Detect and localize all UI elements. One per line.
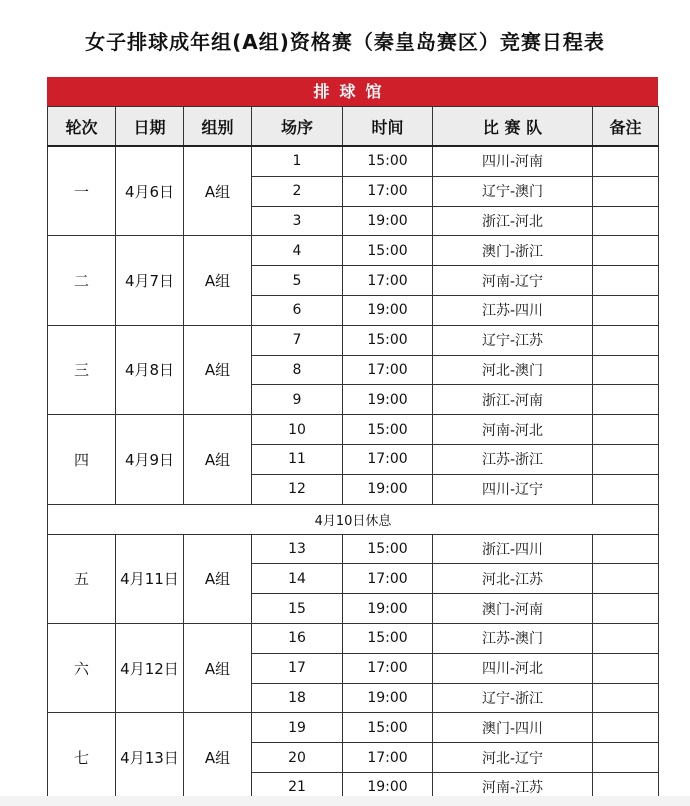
round-cell: 二 bbox=[48, 236, 116, 325]
rest-day-label: 4月10日休息 bbox=[48, 504, 659, 534]
teams-cell: 澳门-河南 bbox=[433, 594, 593, 624]
header-round: 轮次 bbox=[48, 107, 116, 147]
time-cell: 17:00 bbox=[343, 743, 433, 773]
time-cell: 19:00 bbox=[343, 295, 433, 325]
time-cell: 15:00 bbox=[343, 325, 433, 355]
match-no-cell: 6 bbox=[252, 295, 343, 325]
time-cell: 17:00 bbox=[343, 266, 433, 296]
note-cell bbox=[593, 355, 659, 385]
note-cell bbox=[593, 564, 659, 594]
group-cell: A组 bbox=[184, 415, 252, 504]
time-cell: 17:00 bbox=[343, 355, 433, 385]
note-cell bbox=[593, 176, 659, 206]
round-cell: 六 bbox=[48, 623, 116, 712]
time-cell: 19:00 bbox=[343, 772, 433, 802]
time-cell: 19:00 bbox=[343, 206, 433, 236]
teams-cell: 江苏-浙江 bbox=[433, 444, 593, 474]
match-no-cell: 9 bbox=[252, 385, 343, 415]
teams-cell: 浙江-河南 bbox=[433, 385, 593, 415]
round-cell: 四 bbox=[48, 415, 116, 504]
group-cell: A组 bbox=[184, 623, 252, 712]
note-cell bbox=[593, 236, 659, 266]
teams-cell: 辽宁-浙江 bbox=[433, 683, 593, 713]
rest-day-row bbox=[48, 504, 659, 534]
date-cell: 4月11日 bbox=[116, 534, 184, 623]
match-no-cell: 7 bbox=[252, 325, 343, 355]
teams-cell: 河北-江苏 bbox=[433, 564, 593, 594]
header-note: 备注 bbox=[593, 107, 659, 147]
note-cell bbox=[593, 653, 659, 683]
note-cell bbox=[593, 385, 659, 415]
date-cell: 4月9日 bbox=[116, 415, 184, 504]
match-no-cell: 21 bbox=[252, 772, 343, 802]
time-cell: 17:00 bbox=[343, 176, 433, 206]
time-cell: 15:00 bbox=[343, 623, 433, 653]
header-match-no: 场序 bbox=[252, 107, 343, 147]
time-cell: 15:00 bbox=[343, 236, 433, 266]
teams-cell: 浙江-四川 bbox=[433, 534, 593, 564]
note-cell bbox=[593, 474, 659, 504]
page-title: 女子排球成年组(A组)资格赛（秦皇岛赛区）竞赛日程表 bbox=[85, 30, 605, 54]
date-cell: 4月12日 bbox=[116, 623, 184, 712]
match-no-cell: 1 bbox=[252, 146, 343, 176]
time-cell: 17:00 bbox=[343, 444, 433, 474]
header-group: 组别 bbox=[184, 107, 252, 147]
date-cell: 4月7日 bbox=[116, 236, 184, 325]
time-cell: 19:00 bbox=[343, 474, 433, 504]
note-cell bbox=[593, 623, 659, 653]
match-row bbox=[48, 146, 659, 176]
group-cell: A组 bbox=[184, 236, 252, 325]
schedule-table bbox=[47, 106, 659, 803]
note-cell bbox=[593, 743, 659, 773]
note-cell bbox=[593, 266, 659, 296]
header-row bbox=[48, 107, 659, 147]
match-no-cell: 2 bbox=[252, 176, 343, 206]
round-cell: 一 bbox=[48, 146, 116, 236]
match-no-cell: 15 bbox=[252, 594, 343, 624]
match-no-cell: 11 bbox=[252, 444, 343, 474]
round-cell: 七 bbox=[48, 713, 116, 802]
note-cell bbox=[593, 683, 659, 713]
teams-cell: 江苏-四川 bbox=[433, 295, 593, 325]
time-cell: 19:00 bbox=[343, 594, 433, 624]
teams-cell: 河北-辽宁 bbox=[433, 743, 593, 773]
match-no-cell: 3 bbox=[252, 206, 343, 236]
time-cell: 19:00 bbox=[343, 385, 433, 415]
note-cell bbox=[593, 146, 659, 176]
teams-cell: 河北-澳门 bbox=[433, 355, 593, 385]
teams-cell: 河南-辽宁 bbox=[433, 266, 593, 296]
date-cell: 4月6日 bbox=[116, 146, 184, 236]
note-cell bbox=[593, 415, 659, 445]
match-no-cell: 16 bbox=[252, 623, 343, 653]
match-no-cell: 14 bbox=[252, 564, 343, 594]
match-row bbox=[48, 415, 659, 445]
header-time: 时间 bbox=[343, 107, 433, 147]
teams-cell: 辽宁-澳门 bbox=[433, 176, 593, 206]
group-cell: A组 bbox=[184, 713, 252, 802]
match-row bbox=[48, 623, 659, 653]
teams-cell: 辽宁-江苏 bbox=[433, 325, 593, 355]
match-no-cell: 20 bbox=[252, 743, 343, 773]
header-teams: 比 赛 队 bbox=[433, 107, 593, 147]
match-no-cell: 8 bbox=[252, 355, 343, 385]
date-cell: 4月8日 bbox=[116, 325, 184, 414]
teams-cell: 浙江-河北 bbox=[433, 206, 593, 236]
match-row bbox=[48, 325, 659, 355]
round-cell: 三 bbox=[48, 325, 116, 414]
time-cell: 15:00 bbox=[343, 146, 433, 176]
note-cell bbox=[593, 444, 659, 474]
match-no-cell: 4 bbox=[252, 236, 343, 266]
teams-cell: 江苏-澳门 bbox=[433, 623, 593, 653]
match-no-cell: 19 bbox=[252, 713, 343, 743]
group-cell: A组 bbox=[184, 325, 252, 414]
match-row bbox=[48, 236, 659, 266]
match-no-cell: 18 bbox=[252, 683, 343, 713]
note-cell bbox=[593, 713, 659, 743]
note-cell bbox=[593, 206, 659, 236]
match-no-cell: 10 bbox=[252, 415, 343, 445]
teams-cell: 澳门-四川 bbox=[433, 713, 593, 743]
time-cell: 19:00 bbox=[343, 683, 433, 713]
teams-cell: 四川-辽宁 bbox=[433, 474, 593, 504]
teams-cell: 河南-河北 bbox=[433, 415, 593, 445]
time-cell: 15:00 bbox=[343, 534, 433, 564]
note-cell bbox=[593, 295, 659, 325]
header-date: 日期 bbox=[116, 107, 184, 147]
group-cell: A组 bbox=[184, 146, 252, 236]
round-cell: 五 bbox=[48, 534, 116, 623]
bottom-edge bbox=[0, 796, 690, 806]
time-cell: 17:00 bbox=[343, 653, 433, 683]
date-cell: 4月13日 bbox=[116, 713, 184, 802]
match-no-cell: 12 bbox=[252, 474, 343, 504]
time-cell: 15:00 bbox=[343, 415, 433, 445]
time-cell: 17:00 bbox=[343, 564, 433, 594]
time-cell: 15:00 bbox=[343, 713, 433, 743]
match-no-cell: 5 bbox=[252, 266, 343, 296]
group-cell: A组 bbox=[184, 534, 252, 623]
teams-cell: 四川-河南 bbox=[433, 146, 593, 176]
note-cell bbox=[593, 534, 659, 564]
match-row bbox=[48, 534, 659, 564]
teams-cell: 河南-江苏 bbox=[433, 772, 593, 802]
schedule-body bbox=[48, 146, 659, 802]
match-no-cell: 17 bbox=[252, 653, 343, 683]
teams-cell: 四川-河北 bbox=[433, 653, 593, 683]
teams-cell: 澳门-浙江 bbox=[433, 236, 593, 266]
note-cell bbox=[593, 325, 659, 355]
match-no-cell: 13 bbox=[252, 534, 343, 564]
match-row bbox=[48, 713, 659, 743]
note-cell bbox=[593, 594, 659, 624]
venue-banner: 排球馆 bbox=[47, 77, 658, 106]
